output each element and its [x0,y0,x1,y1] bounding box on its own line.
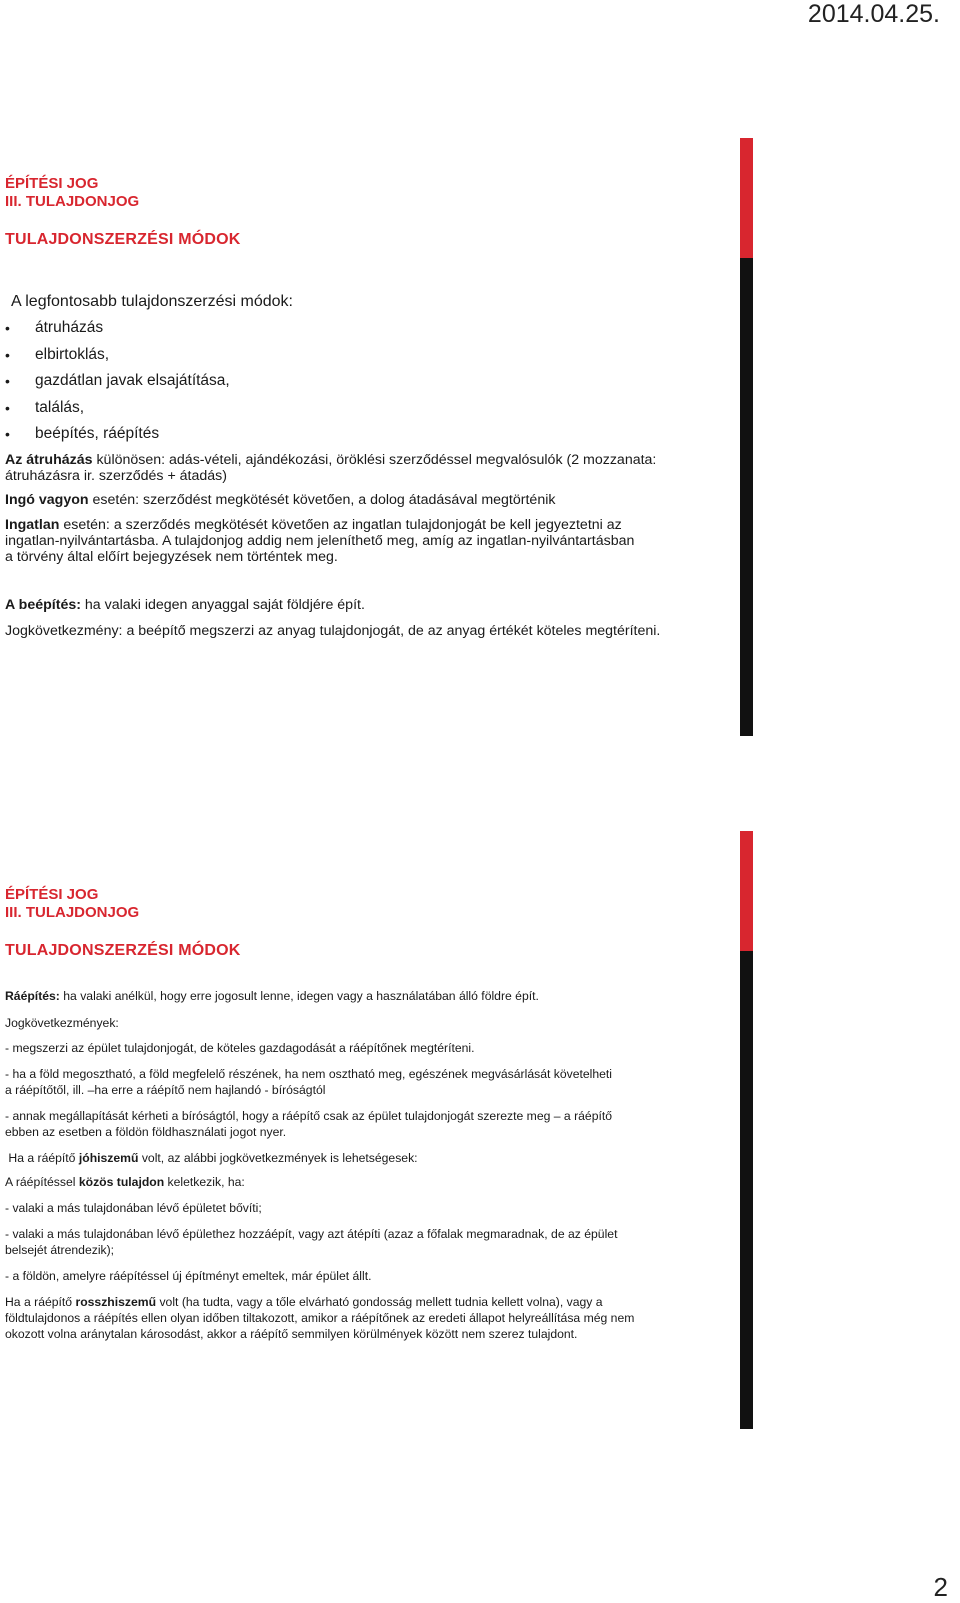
slide2-paragraph-9: - valaki a más tulajdonában lévő épülethez hozzáépít, vagy azt átépíti (azaz a főfalak megmaradnak, de az épület belsejét átrendezik); [5,1227,618,1257]
slide1-accent-bar [740,138,753,258]
slide1-paragraph-realestate [5,517,635,565]
acquisition-methods-list [5,318,230,451]
paragraph-text: Ha a ráépítő [5,1151,79,1165]
paragraph-text: A ráépítéssel [5,1175,79,1189]
list-item: • elbirtoklás, [5,345,230,372]
slide2-chapter: III. TULAJDONJOG [5,904,140,921]
paragraph-text: ha valaki idegen anyaggal saját földjére épít. [80,597,365,613]
paragraph-text: esetén: szerződést megkötését követően, a dolog átadásával megtörténik [88,492,556,508]
slide1-intro: A legfontosabb tulajdonszerzési módok: [11,293,293,310]
list-item: • gazdátlan javak elsajátítása, [5,371,230,398]
slide2-paragraph-4: - ha a föld megosztható, a föld megfelelő részének, ha nem osztható meg, egészének megvásárlását követelheti a ráépítőtől, ill. –ha erre a ráépítő nem hajlandó - bíróságtól [5,1067,613,1097]
slide2-paragraph-5: - annak megállapítását kérheti a bíróságtól, hogy a ráépítő csak az épület tulajdonjogát szerezte meg – a ráépítő ebben az esetben a földön földhasználati jogot nyer. [5,1109,613,1139]
paragraph-text: különösen: adás-vételi, ajándékozási, öröklési szerződéssel megvalósulók (2 mozzanata: átruházásra ir. szerződés + átadás) [5,452,657,484]
slide1-paragraph-consequence: Jogkövetkezmény: a beépítő megszerzi az anyag tulajdonjogát, de az anyag értékét köteles megtéríteni. [5,623,661,639]
bold-term: Ingó vagyon [5,492,89,508]
list-item: • átruházás [5,318,230,345]
paragraph-text: esetén: a szerződés megkötését követően az ingatlan tulajdonjogát be kell jegyeztetni az ingatlan-nyilvántartásba. A tulajdonjog addig nem jeleníthető meg, amíg az ingatlan-nyilvántartásban a törvény által előírt bejegyzések nem történtek meg. [5,517,635,565]
slide2-dark-bar [740,951,753,1429]
paragraph-text: keletkezik, ha: [164,1175,245,1189]
slide1-subtitle: TULAJDONSZERZÉSI MÓDOK [5,231,241,248]
bold-term: jóhiszemű [78,1151,139,1165]
slide1-chapter: III. TULAJDONJOG [5,193,140,210]
slide2-title: ÉPÍTÉSI JOG [5,886,99,903]
slide1-paragraph-movable [5,492,665,508]
bold-term: Az átruházás [5,452,93,468]
paragraph-text: ha valaki anélkül, hogy erre jogosult lenne, idegen vagy a használatában álló földre épít. [59,989,539,1003]
slide2-paragraph-3: - megszerzi az épület tulajdonjogát, de köteles gazdagodását a ráépítőnek megtéríteni. [5,1041,475,1055]
paragraph-text: volt, az alábbi jogkövetkezmények is lehetségesek: [138,1151,418,1165]
bold-term: rosszhiszemű [75,1295,157,1309]
page-number: 2 [933,1572,948,1602]
slide1-paragraph-building [5,597,665,613]
paragraph-text: Ha a ráépítő [5,1295,76,1309]
slide2-paragraph-badfaith [5,1294,645,1342]
bold-term: Ráépítés: [5,989,60,1003]
slide1-dark-bar [740,258,753,736]
slide2-accent-bar [740,831,753,951]
date-label: 2014.04.25. [807,0,940,28]
slide2-paragraph-10: - a földön, amelyre ráépítéssel új építményt emeltek, már épület állt. [5,1269,372,1283]
paragraph-text: volt (ha tudta, vagy a tőle elvárható gondosság mellett tudnia kellett volna), vagy a földtulajdonos a ráépítés ellen olyan időben tiltakozott, amikor a ráépítőnek az eredeti állapot helyreállítása még nem okozott volna aránytalan károsodást, akkor a ráépítő semmilyen körülmények között nem szerez tulajdont. [5,1295,635,1341]
bold-term: Ingatlan [5,517,60,533]
slide2-consequences-heading: Jogkövetkezmények: [5,1016,119,1030]
slide1-paragraph-transfer [5,452,665,484]
slide2-paragraph-goodfaith [5,1150,665,1166]
list-item: • beépítés, ráépítés [5,424,230,451]
slide2-paragraph-8: - valaki a más tulajdonában lévő épületet bővíti; [5,1201,262,1215]
bold-term: A beépítés: [5,597,81,613]
slide2-paragraph-definition [5,988,665,1004]
list-item: • találás, [5,398,230,425]
bold-term: közös tulajdon [78,1175,165,1189]
slide2-paragraph-common [5,1174,665,1190]
slide1-title: ÉPÍTÉSI JOG [5,175,99,192]
slide2-subtitle: TULAJDONSZERZÉSI MÓDOK [5,942,241,959]
